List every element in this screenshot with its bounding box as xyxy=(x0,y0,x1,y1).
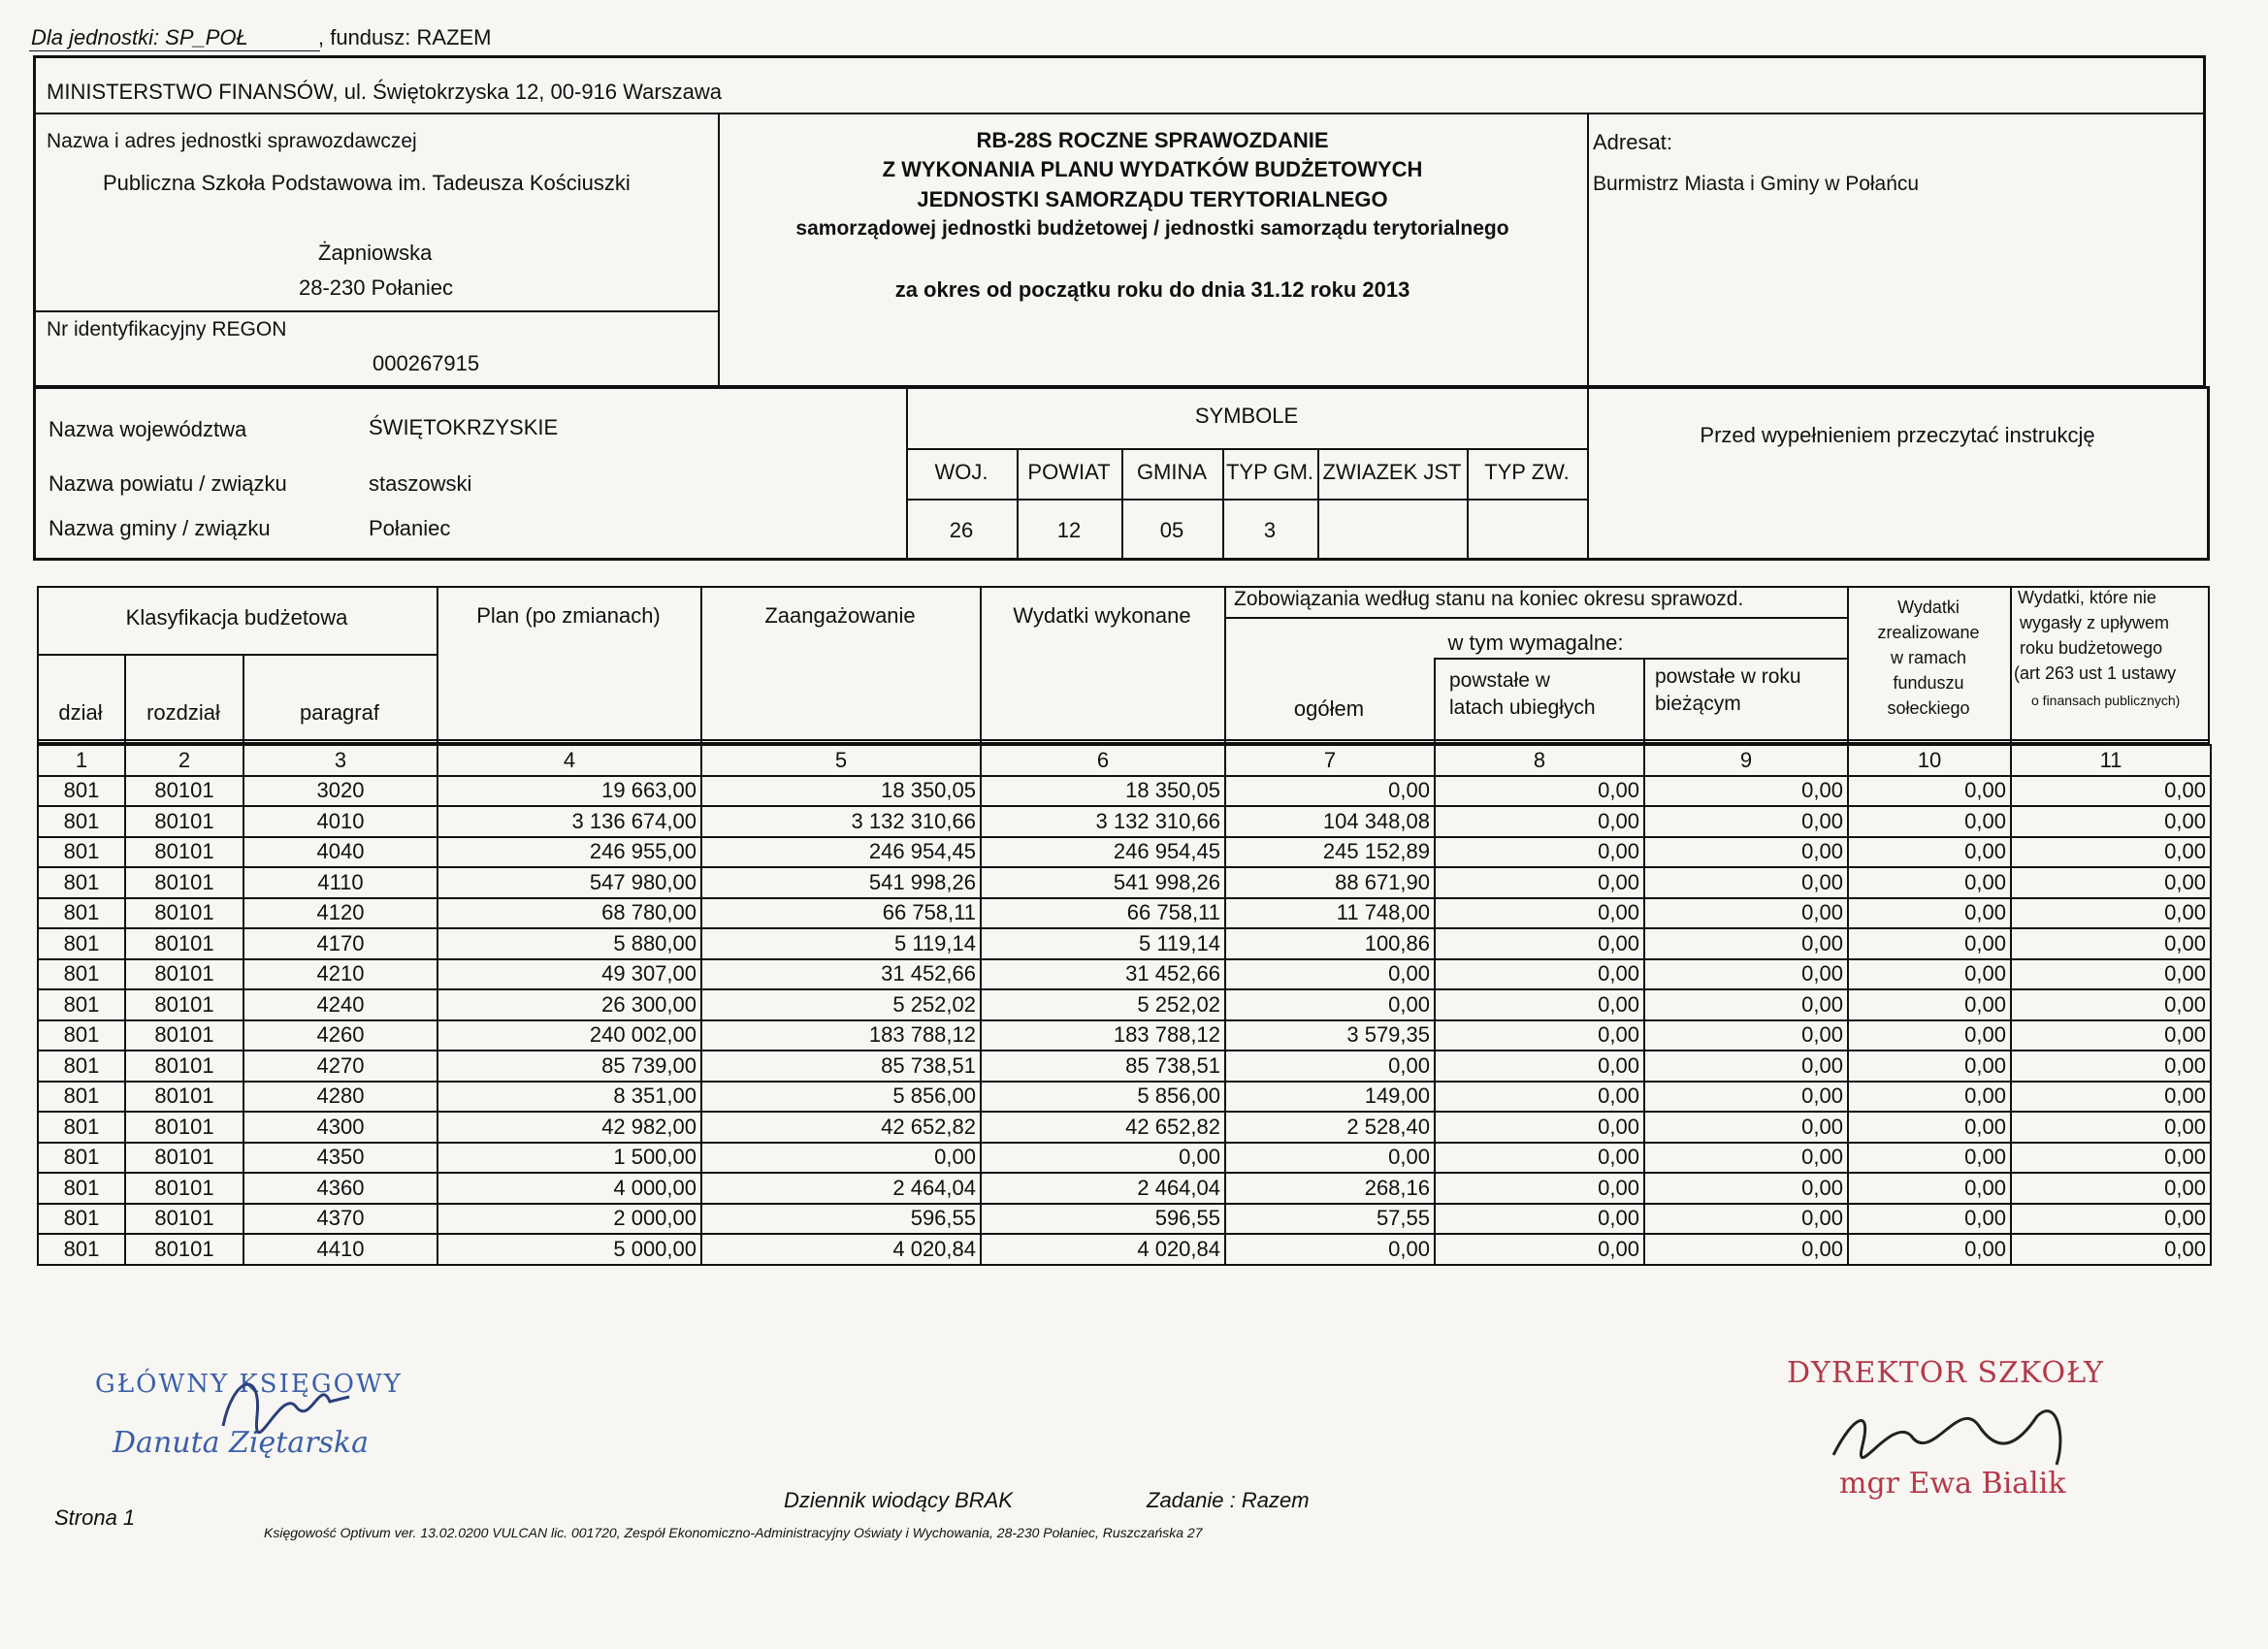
table-cell: 0,00 xyxy=(1435,1234,1644,1265)
top-rule xyxy=(29,50,320,51)
table-cell: 57,55 xyxy=(1225,1204,1435,1235)
table-cell: 80101 xyxy=(125,1020,243,1051)
table-row xyxy=(38,1204,2211,1235)
table-cell: 0,00 xyxy=(1644,959,1848,990)
column-number: 11 xyxy=(2011,745,2211,776)
table-cell: 80101 xyxy=(125,1204,243,1235)
table-cell: 80101 xyxy=(125,1234,243,1265)
column-number-row xyxy=(38,745,2211,776)
table-cell: 4360 xyxy=(243,1173,437,1204)
table-cell: 0,00 xyxy=(701,1143,981,1174)
powiat-label: Nazwa powiatu / związku xyxy=(49,471,287,496)
table-cell: 0,00 xyxy=(1225,959,1435,990)
page-number: Strona 1 xyxy=(54,1505,136,1530)
table-cell: 5 000,00 xyxy=(437,1234,701,1265)
table-cell: 80101 xyxy=(125,837,243,868)
table-cell: 596,55 xyxy=(981,1204,1225,1235)
accountant-stamp-title: GŁÓWNY KSIĘGOWY xyxy=(95,1370,403,1399)
column-number: 9 xyxy=(1644,745,1848,776)
table-cell: 149,00 xyxy=(1225,1082,1435,1113)
table-cell: 0,00 xyxy=(1644,1143,1848,1174)
table-cell: 0,00 xyxy=(1848,959,2011,990)
table-cell: 596,55 xyxy=(701,1204,981,1235)
table-cell: 4300 xyxy=(243,1112,437,1143)
table-cell: 0,00 xyxy=(2011,1204,2211,1235)
table-cell: 104 348,08 xyxy=(1225,806,1435,837)
accountant-stamp-name: Danuta Ziętarska xyxy=(113,1426,369,1460)
table-cell: 801 xyxy=(38,959,125,990)
report-title-2: Z WYKONANIA PLANU WYDATKÓW BUDŻETOWYCH xyxy=(882,157,1423,181)
table-cell: 4260 xyxy=(243,1020,437,1051)
gmina-value: Połaniec xyxy=(369,516,451,540)
table-cell: 5 880,00 xyxy=(437,928,701,959)
symbols-title: SYMBOLE xyxy=(1194,404,1299,428)
table-cell: 801 xyxy=(38,989,125,1020)
table-cell: 183 788,12 xyxy=(981,1020,1225,1051)
table-cell: 0,00 xyxy=(1435,1112,1644,1143)
footer-software: Księgowość Optivum ver. 13.02.0200 VULCAN lic. 001720, Zespół Ekonomiczno-Administracyjny Oświaty i Wychowania, 28-230 Połaniec, Ruszczańska 27 xyxy=(264,1525,1203,1540)
table-cell: 4110 xyxy=(243,867,437,898)
table-cell: 801 xyxy=(38,1234,125,1265)
table-cell: 0,00 xyxy=(2011,898,2211,929)
header-wygasly-1: Wydatki, które nie xyxy=(2018,588,2156,607)
header-solecki-5: sołeckiego xyxy=(1887,698,1970,718)
table-cell: 2 464,04 xyxy=(701,1173,981,1204)
table-cell: 4010 xyxy=(243,806,437,837)
table-cell: 80101 xyxy=(125,928,243,959)
table-cell: 0,00 xyxy=(2011,1143,2211,1174)
table-cell: 0,00 xyxy=(1435,989,1644,1020)
table-cell: 801 xyxy=(38,928,125,959)
table-cell: 2 464,04 xyxy=(981,1173,1225,1204)
header-biez-2: bieżącym xyxy=(1655,693,1741,715)
unit-city: 28-230 Połaniec xyxy=(299,275,454,300)
header-solecki-2: zrealizowane xyxy=(1877,623,1980,642)
table-cell: 19 663,00 xyxy=(437,776,701,807)
budget-table xyxy=(37,744,2212,1266)
table-cell: 4 000,00 xyxy=(437,1173,701,1204)
symbol-header-gmina: GMINA xyxy=(1136,460,1208,484)
table-cell: 245 152,89 xyxy=(1225,837,1435,868)
table-cell: 80101 xyxy=(125,898,243,929)
symbol-value-gmina: 05 xyxy=(1159,518,1184,542)
table-cell: 801 xyxy=(38,867,125,898)
header-solecki-4: funduszu xyxy=(1893,673,1964,693)
table-cell: 0,00 xyxy=(1644,928,1848,959)
symbol-value-woj: 26 xyxy=(949,518,974,542)
report-period: za okres od początku roku do dnia 31.12 roku 2013 xyxy=(894,277,1410,302)
table-cell: 0,00 xyxy=(981,1143,1225,1174)
table-cell: 0,00 xyxy=(2011,837,2211,868)
table-cell: 0,00 xyxy=(1435,1204,1644,1235)
table-cell: 0,00 xyxy=(1644,1173,1848,1204)
table-cell: 0,00 xyxy=(1435,1051,1644,1082)
column-number: 7 xyxy=(1225,745,1435,776)
table-cell: 0,00 xyxy=(1644,1020,1848,1051)
table-cell: 4410 xyxy=(243,1234,437,1265)
table-cell: 801 xyxy=(38,837,125,868)
table-cell: 80101 xyxy=(125,806,243,837)
director-stamp-name: mgr Ewa Bialik xyxy=(1839,1467,2066,1501)
table-cell: 541 998,26 xyxy=(981,867,1225,898)
table-cell: 3020 xyxy=(243,776,437,807)
table-cell: 4 020,84 xyxy=(981,1234,1225,1265)
table-cell: 5 252,02 xyxy=(701,989,981,1020)
table-cell: 0,00 xyxy=(1435,898,1644,929)
table-cell: 0,00 xyxy=(2011,1234,2211,1265)
table-cell: 541 998,26 xyxy=(701,867,981,898)
unit-label: Dla jednostki: SP_POŁ xyxy=(31,25,248,49)
table-cell: 85 739,00 xyxy=(437,1051,701,1082)
report-title-4: samorządowej jednostki budżetowej / jednostki samorządu terytorialnego xyxy=(795,217,1509,240)
table-cell: 0,00 xyxy=(1848,1112,2011,1143)
table-cell: 42 652,82 xyxy=(981,1112,1225,1143)
table-cell: 4120 xyxy=(243,898,437,929)
table-cell: 3 136 674,00 xyxy=(437,806,701,837)
table-cell: 66 758,11 xyxy=(981,898,1225,929)
unit-name: Publiczna Szkoła Podstawowa im. Tadeusza Kościuszki xyxy=(103,171,631,195)
column-number: 3 xyxy=(243,745,437,776)
table-cell: 0,00 xyxy=(1435,1143,1644,1174)
table-cell: 0,00 xyxy=(2011,1082,2211,1113)
table-cell: 31 452,66 xyxy=(701,959,981,990)
table-cell: 2 000,00 xyxy=(437,1204,701,1235)
table-cell: 0,00 xyxy=(1848,867,2011,898)
table-row xyxy=(38,959,2211,990)
table-cell: 0,00 xyxy=(1848,776,2011,807)
table-cell: 0,00 xyxy=(1225,1051,1435,1082)
table-cell: 0,00 xyxy=(1644,837,1848,868)
table-cell: 240 002,00 xyxy=(437,1020,701,1051)
table-cell: 4370 xyxy=(243,1204,437,1235)
table-cell: 0,00 xyxy=(1225,776,1435,807)
table-cell: 0,00 xyxy=(1225,1143,1435,1174)
woj-label: Nazwa województwa xyxy=(49,417,247,441)
header-zobowiazania: Zobowiązania według stanu na koniec okresu sprawozd. xyxy=(1234,588,1744,610)
table-cell: 4270 xyxy=(243,1051,437,1082)
table-cell: 80101 xyxy=(125,1082,243,1113)
table-cell: 0,00 xyxy=(1225,989,1435,1020)
table-cell: 80101 xyxy=(125,959,243,990)
symbol-header-typ-gm: TYP GM. xyxy=(1225,460,1314,484)
table-cell: 5 856,00 xyxy=(981,1082,1225,1113)
table-cell: 0,00 xyxy=(1435,1020,1644,1051)
gmina-label: Nazwa gminy / związku xyxy=(49,516,271,540)
table-cell: 80101 xyxy=(125,1143,243,1174)
regon-value: 000267915 xyxy=(373,351,480,375)
table-cell: 5 119,14 xyxy=(981,928,1225,959)
table-row xyxy=(38,989,2211,1020)
table-cell: 68 780,00 xyxy=(437,898,701,929)
footer-journal: Dziennik wiodący BRAK xyxy=(784,1488,1013,1512)
header-w-tym: w tym wymagalne: xyxy=(1447,630,1624,655)
report-title-3: JEDNOSTKI SAMORZĄDU TERYTORIALNEGO xyxy=(917,187,1388,211)
table-cell: 80101 xyxy=(125,1112,243,1143)
table-cell: 88 671,90 xyxy=(1225,867,1435,898)
table-cell: 66 758,11 xyxy=(701,898,981,929)
regon-label: Nr identyfikacyjny REGON xyxy=(47,318,287,340)
table-cell: 0,00 xyxy=(1848,837,2011,868)
table-row xyxy=(38,1234,2211,1265)
table-cell: 3 132 310,66 xyxy=(701,806,981,837)
woj-value: ŚWIĘTOKRZYSKIE xyxy=(369,415,559,439)
table-cell: 85 738,51 xyxy=(981,1051,1225,1082)
column-number: 5 xyxy=(701,745,981,776)
symbol-value-typ-gm: 3 xyxy=(1263,518,1277,542)
table-cell: 0,00 xyxy=(1225,1234,1435,1265)
symbol-header-zwiazek: ZWIAZEK JST xyxy=(1322,460,1462,484)
addressee-value: Burmistrz Miasta i Gminy w Połańcu xyxy=(1593,173,1920,195)
table-cell: 0,00 xyxy=(1435,1082,1644,1113)
table-cell: 801 xyxy=(38,806,125,837)
table-cell: 0,00 xyxy=(2011,776,2211,807)
header-biez-1: powstałe w roku xyxy=(1655,665,1801,688)
fund-label: , fundusz: RAZEM xyxy=(318,25,492,49)
table-cell: 1 500,00 xyxy=(437,1143,701,1174)
table-cell: 4240 xyxy=(243,989,437,1020)
table-cell: 0,00 xyxy=(2011,1173,2211,1204)
table-row xyxy=(38,1020,2211,1051)
table-cell: 49 307,00 xyxy=(437,959,701,990)
table-cell: 801 xyxy=(38,898,125,929)
table-cell: 0,00 xyxy=(1848,928,2011,959)
column-number: 2 xyxy=(125,745,243,776)
table-cell: 246 955,00 xyxy=(437,837,701,868)
table-cell: 11 748,00 xyxy=(1225,898,1435,929)
table-cell: 0,00 xyxy=(1644,1051,1848,1082)
table-cell: 801 xyxy=(38,1112,125,1143)
table-cell: 0,00 xyxy=(1848,1173,2011,1204)
table-row xyxy=(38,928,2211,959)
table-cell: 801 xyxy=(38,1051,125,1082)
table-cell: 801 xyxy=(38,776,125,807)
table-cell: 4 020,84 xyxy=(701,1234,981,1265)
table-cell: 0,00 xyxy=(2011,867,2211,898)
table-cell: 0,00 xyxy=(1848,898,2011,929)
table-cell: 26 300,00 xyxy=(437,989,701,1020)
header-lata-1: powstałe w xyxy=(1449,669,1550,692)
table-cell: 801 xyxy=(38,1082,125,1113)
table-cell: 18 350,05 xyxy=(981,776,1225,807)
powiat-value: staszowski xyxy=(369,471,472,496)
table-cell: 31 452,66 xyxy=(981,959,1225,990)
table-cell: 85 738,51 xyxy=(701,1051,981,1082)
unit-street: Żapniowska xyxy=(318,241,433,265)
table-row xyxy=(38,806,2211,837)
table-cell: 0,00 xyxy=(2011,1020,2211,1051)
table-cell: 4170 xyxy=(243,928,437,959)
table-cell: 268,16 xyxy=(1225,1173,1435,1204)
table-cell: 801 xyxy=(38,1204,125,1235)
table-cell: 246 954,45 xyxy=(701,837,981,868)
symbol-header-typ-zw: TYP ZW. xyxy=(1484,460,1570,484)
table-cell: 183 788,12 xyxy=(701,1020,981,1051)
table-cell: 80101 xyxy=(125,867,243,898)
accountant-signature xyxy=(204,1358,378,1445)
header-wygasly-3: roku budżetowego xyxy=(2020,638,2163,658)
header-dzial: dział xyxy=(58,700,103,725)
table-cell: 0,00 xyxy=(1848,1051,2011,1082)
table-cell: 3 579,35 xyxy=(1225,1020,1435,1051)
footer-task: Zadanie : Razem xyxy=(1147,1488,1310,1512)
column-number: 8 xyxy=(1435,745,1644,776)
table-cell: 801 xyxy=(38,1143,125,1174)
table-cell: 0,00 xyxy=(1644,806,1848,837)
symbol-header-powiat: POWIAT xyxy=(1027,460,1111,484)
table-cell: 4210 xyxy=(243,959,437,990)
header-rozdzial: rozdział xyxy=(146,700,220,725)
table-cell: 4040 xyxy=(243,837,437,868)
header-klasyfikacja: Klasyfikacja budżetowa xyxy=(125,605,348,630)
table-cell: 0,00 xyxy=(1644,898,1848,929)
table-cell: 0,00 xyxy=(1644,1112,1848,1143)
table-cell: 0,00 xyxy=(2011,1112,2211,1143)
table-cell: 246 954,45 xyxy=(981,837,1225,868)
table-cell: 3 132 310,66 xyxy=(981,806,1225,837)
table-cell: 100,86 xyxy=(1225,928,1435,959)
ministry-line: MINISTERSTWO FINANSÓW, ul. Świętokrzyska 12, 00-916 Warszawa xyxy=(47,80,723,104)
header-zaangazowanie: Zaangażowanie xyxy=(764,603,916,628)
table-cell: 42 652,82 xyxy=(701,1112,981,1143)
table-row xyxy=(38,1051,2211,1082)
table-cell: 547 980,00 xyxy=(437,867,701,898)
table-cell: 5 856,00 xyxy=(701,1082,981,1113)
header-plan: Plan (po zmianach) xyxy=(476,603,661,628)
table-cell: 0,00 xyxy=(1848,806,2011,837)
table-cell: 4350 xyxy=(243,1143,437,1174)
symbol-header-woj: WOJ. xyxy=(934,460,988,484)
table-cell: 0,00 xyxy=(1644,1204,1848,1235)
header-wydatki-wykonane: Wydatki wykonane xyxy=(1013,603,1191,628)
unit-label-caption: Nazwa i adres jednostki sprawozdawczej xyxy=(47,130,417,152)
table-cell: 0,00 xyxy=(1848,1020,2011,1051)
symbol-value-powiat: 12 xyxy=(1056,518,1082,542)
table-cell: 0,00 xyxy=(1435,776,1644,807)
table-row xyxy=(38,837,2211,868)
table-cell: 801 xyxy=(38,1020,125,1051)
table-cell: 5 252,02 xyxy=(981,989,1225,1020)
table-cell: 0,00 xyxy=(1435,1173,1644,1204)
header-wygasly-4: (art 263 ust 1 ustawy xyxy=(2014,663,2177,683)
table-cell: 0,00 xyxy=(1644,1234,1848,1265)
table-cell: 0,00 xyxy=(2011,1051,2211,1082)
table-cell: 0,00 xyxy=(2011,989,2211,1020)
instruction-note: Przed wypełnieniem przeczytać instrukcję xyxy=(1700,423,2095,447)
table-cell: 0,00 xyxy=(1848,1143,2011,1174)
column-number: 10 xyxy=(1848,745,2011,776)
column-number: 4 xyxy=(437,745,701,776)
header-paragraf: paragraf xyxy=(300,700,379,725)
table-cell: 0,00 xyxy=(1848,989,2011,1020)
table-cell: 0,00 xyxy=(1848,1082,2011,1113)
table-cell: 0,00 xyxy=(1644,989,1848,1020)
header-lata-2: latach ubiegłych xyxy=(1449,696,1596,719)
table-cell: 4280 xyxy=(243,1082,437,1113)
table-cell: 80101 xyxy=(125,776,243,807)
table-row xyxy=(38,867,2211,898)
table-cell: 80101 xyxy=(125,1173,243,1204)
header-ogolem: ogółem xyxy=(1293,696,1365,721)
table-row xyxy=(38,1082,2211,1113)
table-cell: 18 350,05 xyxy=(701,776,981,807)
table-cell: 80101 xyxy=(125,989,243,1020)
table-cell: 0,00 xyxy=(2011,959,2211,990)
table-cell: 0,00 xyxy=(1435,806,1644,837)
table-cell: 8 351,00 xyxy=(437,1082,701,1113)
table-cell: 2 528,40 xyxy=(1225,1112,1435,1143)
table-row xyxy=(38,898,2211,929)
table-cell: 0,00 xyxy=(1644,867,1848,898)
director-signature xyxy=(1824,1377,2115,1484)
header-solecki-3: w ramach xyxy=(1890,648,1967,667)
header-wygasly-2: wygasły z upływem xyxy=(2020,613,2170,632)
column-number: 6 xyxy=(981,745,1225,776)
column-number: 1 xyxy=(38,745,125,776)
header-solecki-1: Wydatki xyxy=(1897,598,1960,617)
addressee-label: Adresat: xyxy=(1593,130,1672,154)
table-cell: 42 982,00 xyxy=(437,1112,701,1143)
table-cell: 80101 xyxy=(125,1051,243,1082)
table-cell: 5 119,14 xyxy=(701,928,981,959)
director-stamp-title: DYREKTOR SZKOŁY xyxy=(1787,1356,2104,1390)
table-cell: 0,00 xyxy=(2011,928,2211,959)
table-cell: 0,00 xyxy=(1848,1234,2011,1265)
table-row xyxy=(38,776,2211,807)
table-cell: 0,00 xyxy=(1644,1082,1848,1113)
table-cell: 0,00 xyxy=(1435,959,1644,990)
table-row xyxy=(38,1112,2211,1143)
table-row xyxy=(38,1173,2211,1204)
table-cell: 0,00 xyxy=(1435,928,1644,959)
report-title-1: RB-28S ROCZNE SPRAWOZDANIE xyxy=(976,128,1329,152)
table-cell: 0,00 xyxy=(1435,837,1644,868)
table-cell: 0,00 xyxy=(1644,776,1848,807)
header-wygasly-5: o finansach publicznych) xyxy=(2031,693,2181,708)
table-cell: 801 xyxy=(38,1173,125,1204)
table-cell: 0,00 xyxy=(2011,806,2211,837)
table-cell: 0,00 xyxy=(1435,867,1644,898)
table-cell: 0,00 xyxy=(1848,1204,2011,1235)
table-row xyxy=(38,1143,2211,1174)
